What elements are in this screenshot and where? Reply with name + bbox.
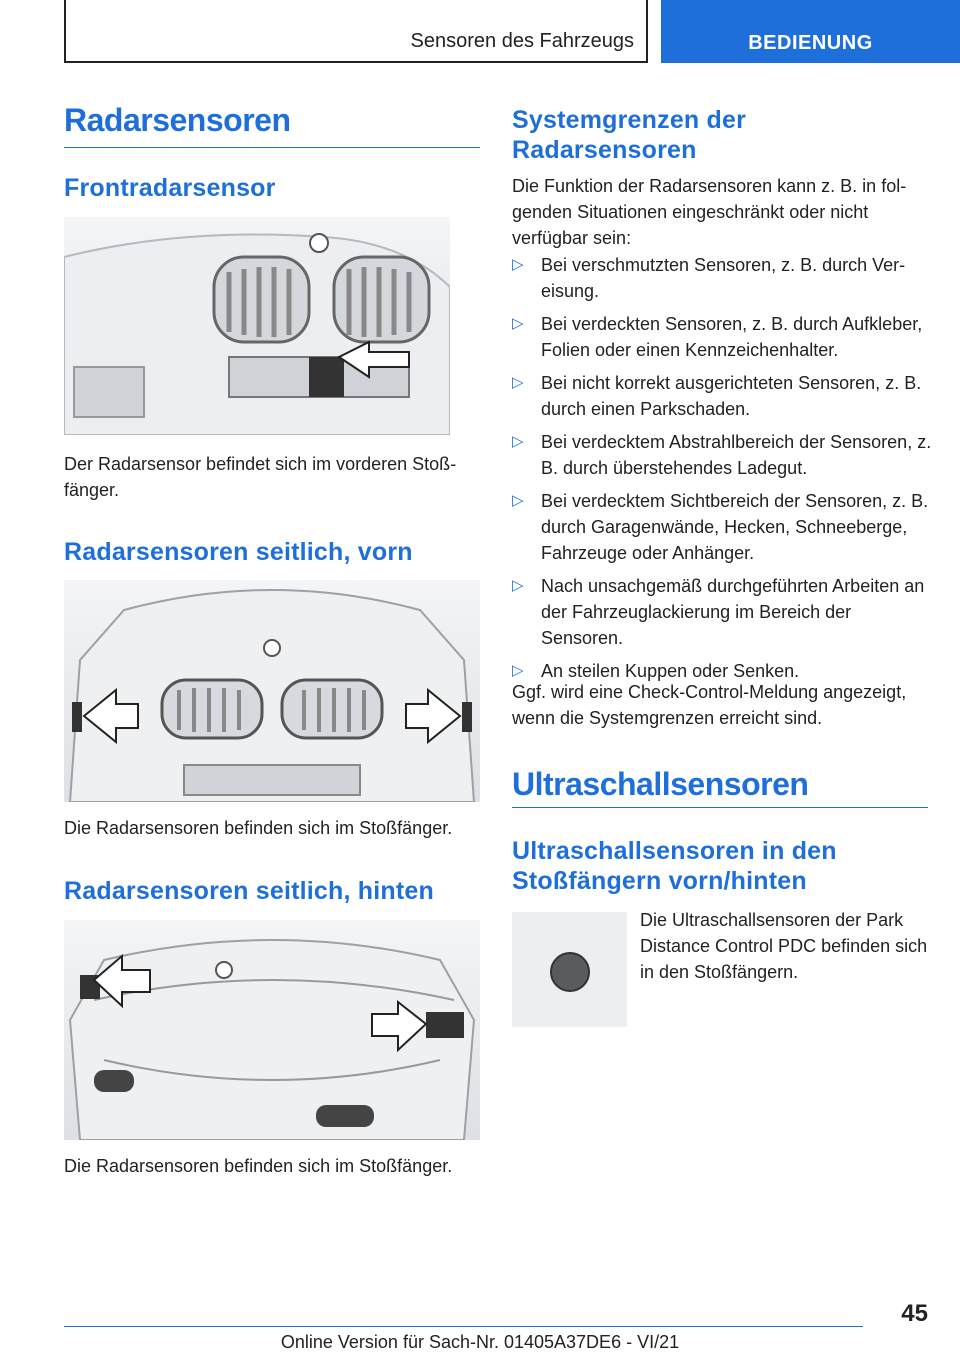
caption-side-front-radar: Die Radarsensoren befinden sich im Stoßfänger. (64, 818, 453, 838)
list-item-text: Bei verdecktem Sichtbereich der Sensoren, z. B. durch Garagenwände, Hecken, Schneeberge, Fahrzeuge oder Anhänger. (541, 491, 929, 563)
heading-ultrasonic-bumpers: Ultraschallsensoren in den Stoßfängern vorn/hinten (512, 837, 837, 895)
list-item-text: Nach unsachgemäß durchgeführten Arbeiten an der Fahrzeuglackierung im Bereich der Sensoren. (541, 576, 925, 648)
heading-rule (512, 807, 928, 808)
footer-rule (64, 1326, 863, 1327)
list-item (512, 488, 932, 566)
list-item (512, 370, 932, 422)
figure-ultrasonic-sensor (512, 912, 627, 1027)
section-title: Sensoren des Fahrzeugs (410, 30, 634, 52)
page-heading-ultraschallsensoren: Ultraschallsensoren (512, 766, 809, 802)
triangle-right-icon: ▷ (512, 662, 524, 679)
car-front-wide-illustration (64, 580, 480, 802)
car-front-illustration (64, 217, 450, 435)
list-item-text: Bei nicht korrekt ausgerichteten Sensoren, z. B. durch einen Parkschaden. (541, 373, 922, 419)
triangle-right-icon: ▷ (512, 577, 524, 594)
list-item (512, 573, 932, 651)
triangle-right-icon: ▷ (512, 433, 524, 450)
triangle-right-icon: ▷ (512, 315, 524, 332)
system-limits-outro: Ggf. wird eine Check-Control-Meldung angezeigt, wenn die Systemgrenzen erreicht sind. (512, 682, 907, 728)
heading-side-rear: Radarsensoren seitlich, hinten (64, 877, 434, 905)
heading-rule (64, 147, 480, 148)
list-item-text: Bei verdeckten Sensoren, z. B. durch Aufkleber, Folien oder einen Kennzeichenhalter. (541, 314, 923, 360)
heading-system-limits: Systemgrenzen der Radarsensoren (512, 106, 747, 164)
page-heading-radarsensoren: Radarsensoren (64, 102, 291, 138)
caption-front-radar: Der Radarsensor befindet sich im vorderen Stoßfänger. (64, 454, 457, 500)
figure-front-radar (64, 217, 450, 435)
car-rear-illustration (64, 920, 480, 1140)
triangle-right-icon: ▷ (512, 492, 524, 509)
list-item-text: Bei verdecktem Abstrahlbereich der Sensoren, z. B. durch überstehendes Ladegut. (541, 432, 932, 478)
list-item-text: An steilen Kuppen oder Senken. (541, 661, 800, 681)
online-version-note: Online Version für Sach-Nr. 01405A37DE6 - VI/21 (280, 1332, 680, 1352)
sensor-dot-icon (512, 912, 627, 1027)
heading-frontradarsensor: Frontradarsensor (64, 174, 276, 202)
chapter-tab-label: BEDIENUNG (748, 32, 873, 54)
caption-side-rear-radar: Die Radarsensoren befinden sich im Stoßfänger. (64, 1156, 453, 1176)
list-item-text: Bei verschmutzten Sensoren, z. B. durch Vereisung. (541, 255, 906, 301)
figure-side-front-radar (64, 580, 480, 802)
chapter-tab[interactable] (661, 0, 960, 63)
triangle-right-icon: ▷ (512, 374, 524, 391)
ultrasonic-description: Die Ultraschallsensoren der Park Distance Control PDC befinden sich in den Stoßfängern. (640, 910, 928, 982)
header-section-box (64, 0, 648, 63)
figure-side-rear-radar (64, 920, 480, 1140)
triangle-right-icon: ▷ (512, 256, 524, 273)
list-item (512, 311, 932, 363)
list-item (512, 429, 932, 481)
system-limits-list (512, 252, 932, 684)
list-item (512, 252, 932, 304)
system-limits-list-container (512, 252, 932, 691)
heading-side-front: Radarsensoren seitlich, vorn (64, 538, 413, 566)
system-limits-intro: Die Funktion der Radarsensoren kann z. B. in folgenden Situationen eingeschränkt oder nicht verfügbar sein: (512, 176, 907, 248)
page-number: 45 (901, 1300, 928, 1327)
